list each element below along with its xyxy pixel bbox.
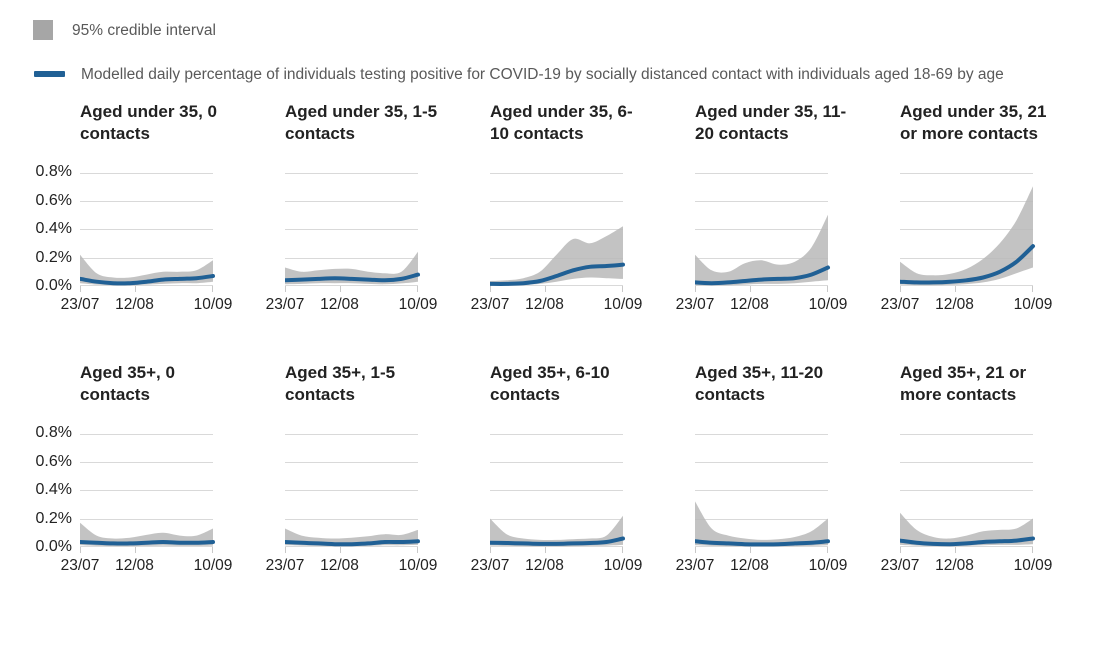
x-axis-label: 10/09 <box>603 557 643 574</box>
x-axis-label: 12/08 <box>320 557 359 574</box>
x-axis-label: 12/08 <box>525 296 564 313</box>
panel-title: Aged under 35, 1-5 contacts <box>285 102 438 143</box>
x-axis-labels <box>265 293 438 315</box>
panel-title: Aged 35+, 11-20 contacts <box>695 363 824 404</box>
y-axis-label: 0.8% <box>35 163 72 180</box>
panel-title: Aged 35+, 6-10 contacts <box>490 363 610 404</box>
chart-panel-aged-under-35-6-10-contacts <box>470 101 695 315</box>
x-axis-label: 23/07 <box>265 296 305 313</box>
x-axis-labels <box>470 293 643 315</box>
chart-panel-aged-35-21-or-more-contacts <box>880 362 1100 576</box>
y-axis-label: 0.8% <box>35 424 72 441</box>
x-axis-label: 23/07 <box>60 557 100 574</box>
x-axis-label: 12/08 <box>730 557 769 574</box>
modelled-line-swatch <box>34 71 65 77</box>
x-axis-label: 23/07 <box>880 557 920 574</box>
x-axis-labels <box>470 554 643 576</box>
x-axis-label: 12/08 <box>115 557 154 574</box>
y-axis-label: 0.6% <box>35 452 72 470</box>
panel-title: Aged under 35, 0 contacts <box>80 102 217 143</box>
x-axis-label: 12/08 <box>730 296 769 313</box>
chart-panel-aged-under-35-1-5-contacts <box>265 101 490 315</box>
y-axis-label: 0.2% <box>35 509 72 527</box>
panel-plot <box>695 433 900 554</box>
panel-title: Aged under 35, 21 or more contacts <box>900 102 1047 143</box>
x-axis-label: 12/08 <box>525 557 564 574</box>
x-axis-label: 23/07 <box>675 557 715 574</box>
x-axis-label: 10/09 <box>603 296 643 313</box>
x-axis-label: 10/09 <box>398 557 438 574</box>
x-axis-labels <box>675 293 848 315</box>
x-axis-labels <box>60 554 233 576</box>
x-axis-label: 10/09 <box>398 296 438 313</box>
y-axis-label: 0.0% <box>35 277 72 294</box>
chart-panel-aged-35-6-10-contacts <box>470 362 695 576</box>
x-axis-label: 10/09 <box>808 557 848 574</box>
chart-panel-aged-under-35-0-contacts <box>60 101 285 315</box>
panel-plot <box>490 433 695 554</box>
y-axis-label: 0.2% <box>35 248 72 266</box>
panel-plot <box>80 172 285 293</box>
chart-row-1 <box>0 101 1100 315</box>
panel-plot <box>80 433 285 554</box>
legend-row-line <box>33 64 1100 85</box>
y-axis-label: 0.4% <box>35 481 72 498</box>
chart-row-2 <box>0 362 1100 576</box>
panel-title: Aged 35+, 0 contacts <box>80 363 175 404</box>
x-axis-label: 10/09 <box>1013 557 1053 574</box>
x-axis-label: 23/07 <box>470 557 510 574</box>
panel-plot <box>490 172 695 293</box>
y-axis-label: 0.6% <box>35 191 72 209</box>
x-axis-labels <box>675 554 848 576</box>
panel-plot <box>285 433 490 554</box>
legend-row-interval <box>33 20 1100 41</box>
small-multiples-chart <box>0 101 1100 576</box>
chart-panel-aged-35-0-contacts <box>60 362 285 576</box>
x-axis-labels <box>880 554 1053 576</box>
panel-plot <box>900 433 1100 554</box>
x-axis-label: 23/07 <box>60 296 100 313</box>
x-axis-label: 12/08 <box>935 296 974 313</box>
panel-plot <box>900 172 1100 293</box>
chart-panel-aged-under-35-21-or-more-contacts <box>880 101 1100 315</box>
x-axis-labels <box>880 293 1053 315</box>
x-axis-label: 23/07 <box>675 296 715 313</box>
chart-panel-aged-under-35-11-20-contacts <box>675 101 900 315</box>
panel-title: Aged under 35, 6-10 contacts <box>490 102 633 143</box>
x-axis-label: 23/07 <box>470 296 510 313</box>
x-axis-label: 10/09 <box>1013 296 1053 313</box>
credible-interval-label: 95% credible interval <box>72 22 216 39</box>
x-axis-label: 10/09 <box>193 296 233 313</box>
x-axis-label: 23/07 <box>880 296 920 313</box>
x-axis-labels <box>60 293 233 315</box>
credible-interval-band <box>695 501 828 546</box>
panel-title: Aged 35+, 1-5 contacts <box>285 363 396 404</box>
credible-interval-swatch <box>33 20 53 40</box>
chart-panel-aged-35-11-20-contacts <box>675 362 900 576</box>
panel-title: Aged under 35, 11-20 contacts <box>695 102 847 143</box>
legend <box>0 0 1100 85</box>
chart-panel-aged-35-1-5-contacts <box>265 362 490 576</box>
modelled-line <box>80 542 213 544</box>
x-axis-label: 10/09 <box>193 557 233 574</box>
modelled-line-label: Modelled daily percentage of individuals testing positive for COVID-19 by socially distanced contact with individuals aged 18-69 by age <box>81 66 1004 83</box>
panel-plot <box>695 172 900 293</box>
x-axis-label: 12/08 <box>935 557 974 574</box>
x-axis-label: 10/09 <box>808 296 848 313</box>
x-axis-label: 23/07 <box>265 557 305 574</box>
y-axis-label: 0.0% <box>35 538 72 555</box>
x-axis-label: 12/08 <box>320 296 359 313</box>
panel-title: Aged 35+, 21 or more contacts <box>900 363 1027 404</box>
y-axis-label: 0.4% <box>35 220 72 237</box>
panel-plot <box>285 172 490 293</box>
x-axis-label: 12/08 <box>115 296 154 313</box>
x-axis-labels <box>265 554 438 576</box>
